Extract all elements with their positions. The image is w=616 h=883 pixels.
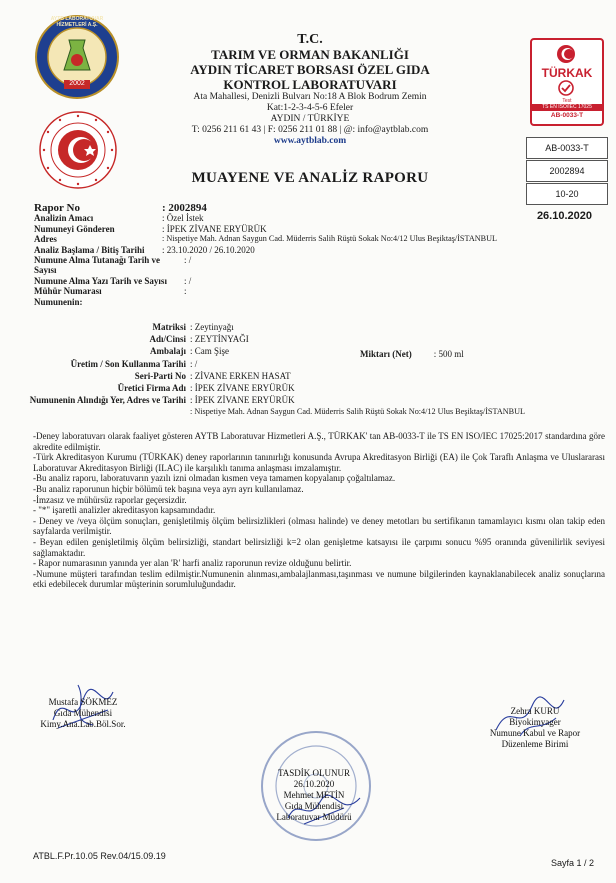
quantity xyxy=(360,349,464,359)
turkak-logo xyxy=(530,38,602,124)
signer-left-name: Mustafa SÖKMEZ xyxy=(48,697,118,707)
signer-center-role: Laboratuvar Müdürü xyxy=(276,812,352,822)
info-row xyxy=(34,297,594,307)
sample-row xyxy=(34,406,594,418)
header-country: T.C. xyxy=(297,32,323,47)
quantity-label: Miktarı (Net) xyxy=(360,349,412,359)
signature-left xyxy=(28,697,138,730)
note-item: -Bu analiz raporu, laboratuvarın yazılı izni olmadan kısmen veya tamamen kopyalanıp çoğaltılamaz. xyxy=(33,473,396,484)
note-item: - Beyan edilen genişletilmiş ölçüm belirsizliği, standart belirsizliği k=2 olan genişletme katsayısı ile çarpımı sonucu %95 oranında güvenilirlik seviyesi sağlamaktadır. xyxy=(33,536,605,558)
ministry-emblem xyxy=(38,110,118,190)
info-row xyxy=(34,234,594,244)
sample-row xyxy=(34,333,594,345)
form-code: ATBL.F.Pr.10.05 Rev.04/15.09.19 xyxy=(33,851,166,861)
sample-row xyxy=(34,358,594,370)
info-value: : xyxy=(184,286,187,297)
info-value: : / xyxy=(184,275,192,286)
signer-left-role: Kimy.Ana.Lab.Böl.Sor. xyxy=(40,719,126,729)
signer-right-name: Zehra KURU xyxy=(510,706,560,716)
info-row xyxy=(34,224,594,234)
sample-value: : Cam Şişe xyxy=(190,346,230,357)
turkak-label: TÜRKAK xyxy=(541,66,593,80)
signer-center-name: Mehmet METİN xyxy=(283,790,345,800)
signature-right xyxy=(470,706,600,750)
info-row xyxy=(34,213,594,223)
info-label: Mühür Numarası xyxy=(34,286,102,297)
sample-label: Seri-Parti No xyxy=(134,370,186,381)
info-value: : Özel İstek xyxy=(162,213,204,224)
sample-value: : İPEK ZİVANE ERYÜRÜK xyxy=(190,395,295,406)
sample-value: : İPEK ZİVANE ERYÜRÜK xyxy=(190,383,295,394)
header-contact: T: 0256 211 61 43 | F: 0256 211 01 88 | @: info@aytblab.com xyxy=(191,125,429,135)
sample-value: : / xyxy=(190,358,198,369)
info-label: Numune Alma Tutanağı Tarih ve Sayısı xyxy=(34,255,161,276)
sample-row xyxy=(0,394,594,406)
info-row xyxy=(34,276,594,286)
header-ministry: TARIM VE ORMAN BAKANLIĞI xyxy=(211,47,409,62)
sample-label: Matriksi xyxy=(152,322,186,332)
sample-row xyxy=(34,382,594,394)
note-item: -Numune müşteri tarafından teslim edilmiştir.Numunenin alınması,ambalajlanması,taşınması ve numune bilgilerinden kaynaklanabilecek analiz sonuçlarına etki edebilecek durumlar müşterinin sorumluluğundadır. xyxy=(33,568,605,590)
code-box-accreditation: AB-0033-T xyxy=(526,137,608,159)
turkak-code: AB-0033-T xyxy=(550,112,584,119)
sample-label: Üretim / Son Kullanma Tarihi xyxy=(70,358,186,369)
header-block xyxy=(150,32,470,147)
code-box-period: 10-20 xyxy=(526,183,608,205)
info-row xyxy=(34,286,594,296)
note-item: -İmzasız ve mühürsüz raporlar geçersizdir. xyxy=(33,494,187,505)
info-value: : / xyxy=(184,255,192,266)
info-row xyxy=(34,245,594,255)
note-item: -Bu analiz raporunun hiçbir bölümü tek başına veya ayrı ayrı kullanılamaz. xyxy=(33,483,304,494)
info-value: : Nispetiye Mah. Adnan Saygun Cad. Müderris Salih Rüştü Sokak No:4/12 Ulus Beşiktaş/İSTANBUL xyxy=(162,234,498,244)
report-date: 26.10.2020 xyxy=(536,210,592,222)
turkak-sub2: TS EN ISO/IEC 17025 xyxy=(532,104,602,111)
signer-right-unit1: Numune Kabul ve Rapor xyxy=(489,728,581,738)
sample-label xyxy=(34,406,190,418)
header-org-line2: KONTROL LABORATUVARI xyxy=(223,77,397,92)
notes-block xyxy=(33,431,605,590)
report-info xyxy=(34,203,594,307)
sample-label: Adı/Cinsi xyxy=(149,334,186,345)
info-label: Numuneyi Gönderen xyxy=(34,223,115,234)
note-item: - Deney ve /veya ölçüm sonuçları, genişletilmiş ölçüm belirsizlikleri (olması halinde) ve deney metotları bu sertifikanın tamamlayıcı kısmı olan takip eden sayfalarda verilmiştir. xyxy=(33,515,605,537)
note-item: - "*" işaretli analizler akreditasyon kapsamındadır. xyxy=(33,505,216,516)
sample-row xyxy=(34,321,594,333)
sample-label: Üretici Firma Adı xyxy=(117,383,186,394)
code-box-report-no: 2002894 xyxy=(526,160,608,182)
seal-date: 26.10.2020 xyxy=(293,779,335,789)
sample-value: : ZİVANE ERKEN HASAT xyxy=(190,370,291,381)
info-label: Numune Alma Yazı Tarih ve Sayısı xyxy=(34,275,167,286)
info-value xyxy=(162,297,594,307)
header-address1: Ata Mahallesi, Denizli Bulvarı No:18 A Blok Bodrum Zemin xyxy=(193,92,427,102)
sample-row xyxy=(34,370,594,382)
note-item: -Türk Akreditasyon Kurumu (TÜRKAK) deney raporlarının tanınırlığı konusunda Avrupa Akreditasyon Birliği (EA) ile Çok Taraflı Anlaşma ve Uluslararası Laboratuvar Akreditasyon Birliği (ILAC) ile karşılıklı tanıma anlaşması imzalamıştır. xyxy=(33,452,605,473)
info-label: Numunenin: xyxy=(34,296,83,307)
info-label: Adres xyxy=(34,234,57,245)
sample-label: Ambalajı xyxy=(150,346,186,357)
aytb-logo-text: AYTB LABORATUVAR HİZMETLERİ A.Ş. xyxy=(50,16,104,28)
signer-center-title: Gıda Mühendisi xyxy=(284,801,344,811)
quantity-value: : 500 ml xyxy=(433,349,464,359)
signer-right-title: Biyokimyager xyxy=(509,717,561,727)
header-org-line1: AYDIN TİCARET BORSASI ÖZEL GIDA xyxy=(190,62,430,77)
note-item: -Deney laboratuvarı olarak faaliyet gösteren AYTB Laboratuvar Hizmetleri A.Ş., TÜRKAK' tan AB-0033-T ile TS EN ISO/IEC 17025:2017 standardına göre akredite edilmiştir. xyxy=(33,431,605,452)
sample-info xyxy=(29,321,594,419)
info-label: Rapor No xyxy=(34,202,80,214)
info-label: Analizin Amacı xyxy=(34,213,94,224)
report-title: MUAYENE VE ANALİZ RAPORU xyxy=(191,170,429,186)
turkak-sub1: Test xyxy=(562,98,572,104)
sample-value: : Nispetiye Mah. Adnan Saygun Cad. Müderris Salih Rüştü Sokak No:4/12 Ulus Beşiktaş/İSTANBUL xyxy=(190,407,526,417)
signer-right-unit2: Düzenleme Birimi xyxy=(501,739,569,749)
sample-value: : Zeytinyağı xyxy=(190,322,234,332)
sample-label: Numunenin Alındığı Yer, Adres ve Tarihi xyxy=(29,395,186,406)
note-item: - Rapor numarasının yanında yer alan 'R' harfi analiz raporunun revize olduğunu belirtir. xyxy=(33,558,352,569)
info-row-report-no xyxy=(34,203,594,213)
sample-row xyxy=(34,345,594,357)
info-row xyxy=(34,255,594,276)
info-value: : 23.10.2020 / 26.10.2020 xyxy=(162,244,255,255)
turkak-crescent-icon xyxy=(556,44,576,64)
header-address2: Kat:1-2-3-4-5-6 Efeler xyxy=(266,103,354,113)
header-address3: AYDIN / TÜRKİYE xyxy=(270,114,350,124)
turkak-check-icon xyxy=(556,80,576,96)
info-label: Analiz Başlama / Bitiş Tarihi xyxy=(34,244,145,255)
info-value: : İPEK ZİVANE ERYÜRÜK xyxy=(162,223,267,234)
header-website[interactable]: www.aytblab.com xyxy=(273,136,347,146)
info-value: : 2002894 xyxy=(162,202,207,214)
aytb-logo xyxy=(34,14,120,100)
seal-approved: TASDİK OLUNUR xyxy=(277,768,351,778)
aytb-logo-year: 2002 xyxy=(69,80,85,87)
signature-center xyxy=(244,768,384,823)
page-number: Sayfa 1 / 2 xyxy=(550,858,594,868)
sample-value: : ZEYTİNYAĞI xyxy=(190,334,249,345)
signer-left-title: Gıda Mühendisi xyxy=(53,708,113,718)
